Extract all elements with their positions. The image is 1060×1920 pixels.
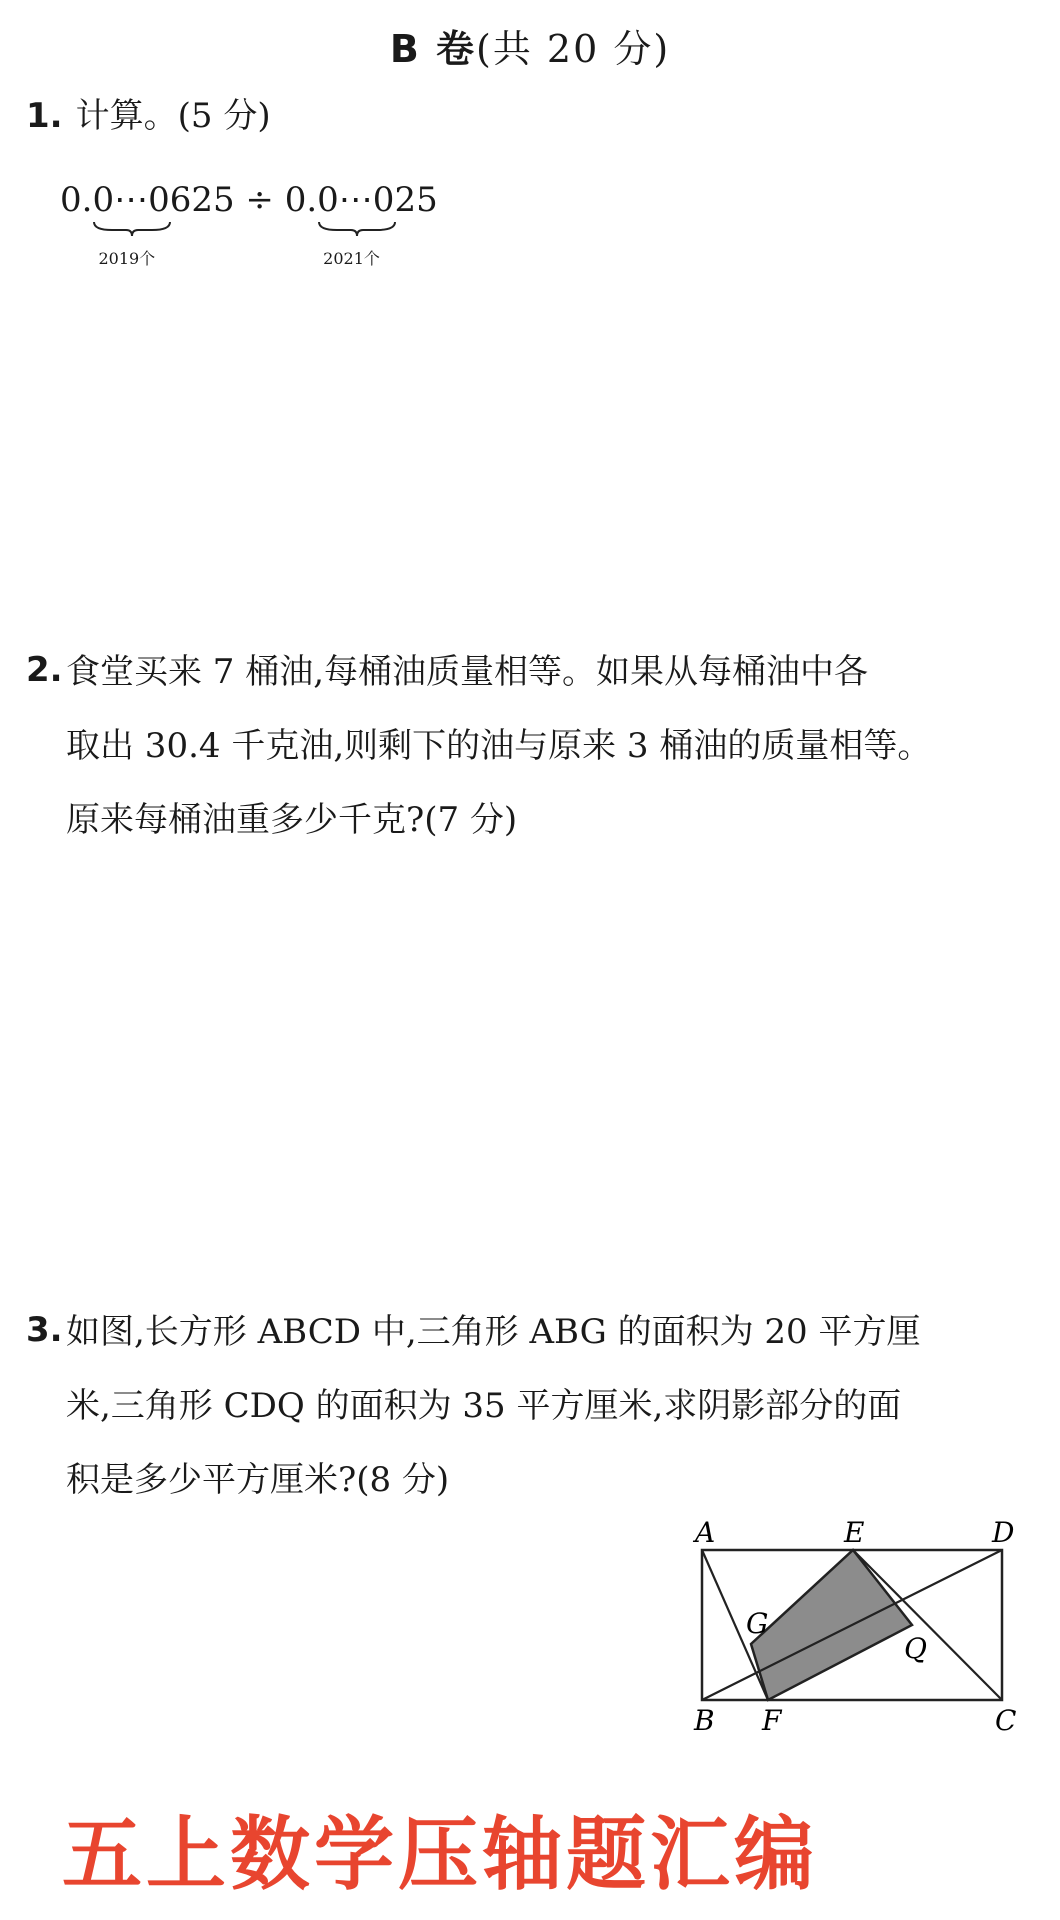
expr-left-suffix: 625 ÷ 0. [169, 180, 318, 220]
expr-left-group-wrap [92, 180, 170, 268]
brace-left [92, 220, 172, 238]
question-3-number: 3. [26, 1310, 63, 1350]
rectangle-figure [650, 1520, 1050, 1760]
expr-right-suffix: 25 [394, 180, 438, 220]
section-title-points: (共 20 分) [476, 27, 671, 71]
question-3-line-2: 米,三角形 CDQ 的面积为 35 平方厘米,求阴影部分的面 [66, 1386, 902, 1426]
label-f: F [762, 1704, 782, 1737]
brace-left-label: 2019个 [98, 249, 156, 268]
section-title [0, 18, 1060, 73]
label-g: G [746, 1607, 769, 1640]
expr-left-prefix: 0. [60, 180, 93, 220]
label-q: Q [904, 1632, 927, 1665]
brace-right [317, 220, 397, 238]
question-1-number: 1. [26, 96, 63, 136]
shaded-region [751, 1550, 912, 1700]
question-2-line-3: 原来每桶油重多少千克?(7 分) [66, 800, 518, 840]
question-3-line-3: 积是多少平方厘米?(8 分) [66, 1460, 450, 1500]
label-b: B [694, 1704, 715, 1737]
label-c: C [995, 1704, 1017, 1737]
expr-right-group: 0⋯0 [317, 180, 395, 220]
question-2-number: 2. [26, 650, 63, 690]
question-2 [26, 650, 63, 690]
question-3-line-1: 如图,长方形 ABCD 中,三角形 ABG 的面积为 20 平方厘 [66, 1312, 921, 1352]
section-title-b: B 卷 [389, 27, 477, 71]
label-a: A [695, 1520, 716, 1549]
question-2-line-1: 食堂买来 7 桶油,每桶油质量相等。如果从每桶油中各 [66, 652, 869, 692]
expr-right-group-wrap [317, 180, 395, 268]
label-e: E [844, 1520, 865, 1549]
question-2-line-2: 取出 30.4 千克油,则剩下的油与原来 3 桶油的质量相等。 [66, 726, 932, 766]
label-d: D [992, 1520, 1015, 1549]
question-1-prompt: 计算。(5 分) [75, 96, 271, 136]
footer-banner: 五上数学压轴题汇编 [62, 1808, 818, 1901]
question-3 [26, 1310, 63, 1350]
question-1-expression [60, 180, 438, 268]
expr-left-group: 0⋯0 [92, 180, 170, 220]
brace-right-label: 2021个 [323, 249, 380, 268]
question-1 [26, 92, 271, 140]
